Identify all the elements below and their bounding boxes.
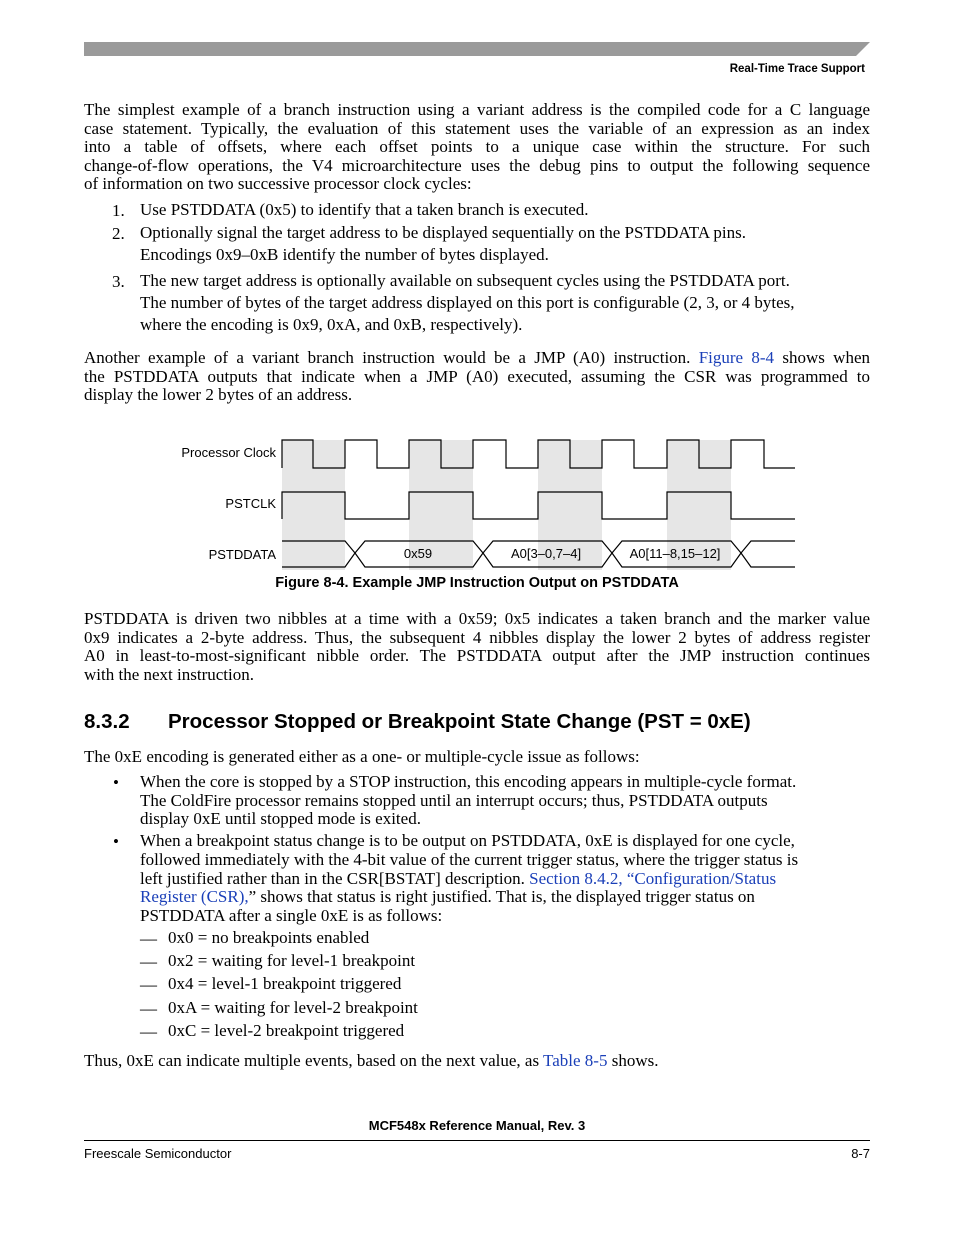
dash-symbol: — xyxy=(140,952,157,971)
signal-label-processor-clock: Processor Clock xyxy=(181,445,276,460)
step-number: 3. xyxy=(112,272,125,291)
jmp-paragraph xyxy=(84,349,870,405)
bullet-text: When a breakpoint status change is to be output on PSTDDATA, 0xE is displayed for one cycle, xyxy=(140,831,795,850)
dash-item: 0x0 = no breakpoints enabled xyxy=(168,928,370,947)
dash-symbol: — xyxy=(140,929,157,948)
jmp-text: Another example of a variant branch instruction would be a JMP (A0) instruction. xyxy=(84,348,691,367)
dash-symbol: — xyxy=(140,999,157,1018)
jmp-line: display the lower 2 bytes of an address. xyxy=(84,385,353,405)
bullet-line xyxy=(140,888,755,907)
section-number: 8.3.2 xyxy=(84,710,130,733)
footer-rule xyxy=(84,1140,870,1141)
signal-label-pstclk: PSTCLK xyxy=(225,496,276,511)
intro-line: into a table of offsets, where each offset points to a unique case within the structure. For such xyxy=(84,137,870,157)
footer-manual-title: MCF548x Reference Manual, Rev. 3 xyxy=(368,1118,586,1133)
section-8-4-2-link-continued[interactable]: Register (CSR), xyxy=(140,887,249,906)
jmp-line: the PSTDDATA outputs that indicate when a JMP (A0) executed, assuming the CSR was programmed to xyxy=(84,366,870,386)
bullet-symbol: • xyxy=(113,773,119,792)
dash-item: 0xA = waiting for level-2 breakpoint xyxy=(168,998,418,1017)
timing-diagram xyxy=(0,430,954,575)
intro-line: of information on two successive processor clock cycles: xyxy=(84,174,472,194)
bullet-text: PSTDDATA after a single 0xE is as follows: xyxy=(140,906,443,925)
intro-paragraph xyxy=(84,101,870,194)
jmp-line xyxy=(84,349,870,368)
pstddata-line: 0x9 indicates a 2-byte address. Thus, the subsequent 4 nibbles display the lower 2 bytes of address register xyxy=(84,627,870,647)
intro-line: case statement. Typically, the evaluation of this statement uses the variable of an expression as an index xyxy=(84,118,870,138)
step-text: Use PSTDDATA (0x5) to identify that a taken branch is executed. xyxy=(140,200,589,219)
pstddata-line: PSTDDATA is driven two nibbles at a time with a 0x59; 0x5 indicates a taken branch and the marker value xyxy=(84,609,870,628)
pstddata-line: with the next instruction. xyxy=(84,664,254,684)
bullet-text: The ColdFire processor remains stopped until an interrupt occurs; thus, PSTDDATA outputs xyxy=(140,791,768,810)
bullet-text: ” shows that status is right justified. That is, the displayed trigger status on xyxy=(248,887,755,906)
closing-line xyxy=(84,1052,659,1071)
step-text: where the encoding is 0x9, 0xA, and 0xB, respectively). xyxy=(140,315,523,334)
intro-line: change-of-flow operations, the V4 microarchitecture uses the debug pins to output the following sequence xyxy=(84,155,870,175)
step-text: Optionally signal the target address to be displayed sequentially on the PSTDDATA pins. xyxy=(140,223,746,242)
bus-value: A0[3–0,7–4] xyxy=(510,546,582,561)
bus-value: A0[11–8,15–12] xyxy=(629,546,721,561)
running-head: Real-Time Trace Support xyxy=(729,63,865,75)
step-text: The new target address is optionally available on subsequent cycles using the PSTDDATA port. xyxy=(140,271,790,290)
dash-symbol: — xyxy=(140,975,157,994)
bullet-line xyxy=(140,870,776,889)
intro-line: The simplest example of a branch instruction using a variant address is the compiled code for a C language xyxy=(84,100,870,119)
footer-company: Freescale Semiconductor xyxy=(84,1146,232,1161)
signal-label-pstddata: PSTDDATA xyxy=(208,547,276,562)
dash-item: 0x4 = level-1 breakpoint triggered xyxy=(168,974,402,993)
step-number: 1. xyxy=(112,201,125,220)
figure-8-4-link[interactable]: Figure 8-4 xyxy=(698,348,775,367)
page-number: 8-7 xyxy=(851,1146,870,1161)
bullet-text: left justified rather than in the CSR[BSTAT] description. xyxy=(140,869,525,888)
bullet-text: display 0xE until stopped mode is exited. xyxy=(140,809,421,828)
pstddata-line: A0 in least-to-most-significant nibble order. The PSTDDATA output after the JMP instruction continues xyxy=(84,646,870,666)
bullet-symbol: • xyxy=(113,832,119,851)
step-text: Encodings 0x9–0xB identify the number of bytes displayed. xyxy=(140,245,549,264)
bullet-text: When the core is stopped by a STOP instruction, this encoding appears in multiple-cycle format. xyxy=(140,772,797,791)
closing-text: Thus, 0xE can indicate multiple events, based on the next value, as xyxy=(84,1051,540,1070)
dash-item: 0x2 = waiting for level-1 breakpoint xyxy=(168,951,416,970)
dash-item: 0xC = level-2 breakpoint triggered xyxy=(168,1021,405,1040)
step-number: 2. xyxy=(112,224,125,243)
section-title: Processor Stopped or Breakpoint State Change (PST = 0xE) xyxy=(168,710,751,733)
pstddata-paragraph xyxy=(84,610,870,684)
bus-value: 0x59 xyxy=(403,546,433,561)
jmp-text: shows when xyxy=(782,348,870,367)
header-bar xyxy=(84,42,870,56)
section-intro: The 0xE encoding is generated either as a one- or multiple-cycle issue as follows: xyxy=(84,747,640,766)
section-8-4-2-link[interactable]: Section 8.4.2, “Configuration/Status xyxy=(529,869,777,888)
step-text: The number of bytes of the target address displayed on this port is configurable (2, 3, or 4 bytes, xyxy=(140,293,795,312)
table-8-5-link[interactable]: Table 8-5 xyxy=(543,1051,608,1070)
dash-symbol: — xyxy=(140,1022,157,1041)
figure-caption: Figure 8-4. Example JMP Instruction Output on PSTDDATA xyxy=(275,575,679,591)
bullet-text: followed immediately with the 4-bit value of the current trigger status, where the trigger status is xyxy=(140,850,799,869)
section-heading xyxy=(84,710,751,734)
closing-text: shows. xyxy=(611,1051,659,1070)
